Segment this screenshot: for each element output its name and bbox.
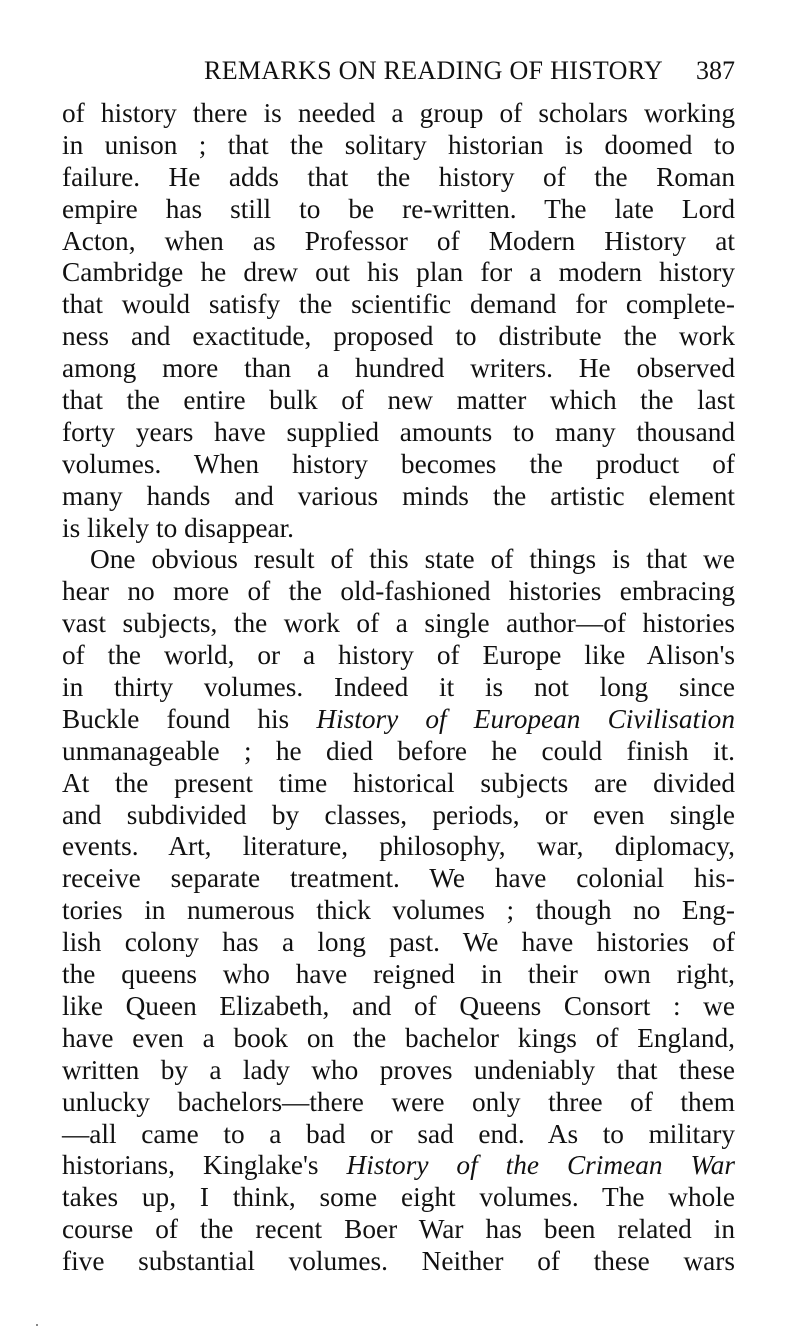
text-line bbox=[62, 959, 735, 991]
text-line bbox=[62, 768, 735, 800]
text-line bbox=[62, 1150, 735, 1182]
text-run: empire has still to be re-written. The late Lord bbox=[62, 193, 735, 224]
text-run: receive separate treatment. We have colonial his- bbox=[62, 863, 735, 894]
text-run: —all came to a bad or sad end. As to military bbox=[62, 1118, 735, 1149]
text-run: among more than a hundred writers. He observed bbox=[62, 353, 735, 384]
text-line bbox=[62, 226, 735, 258]
text-line bbox=[62, 385, 735, 417]
text-run: Buckle found his bbox=[62, 703, 317, 734]
text-line bbox=[62, 481, 735, 513]
text-run: ness and exactitude, proposed to distribute the work bbox=[62, 321, 735, 352]
text-run: unlucky bachelors—there were only three of them bbox=[62, 1086, 735, 1117]
text-run: unmanageable ; he died before he could finish it. bbox=[62, 735, 735, 766]
text-line bbox=[62, 353, 735, 385]
text-line bbox=[62, 321, 735, 353]
text-line bbox=[62, 800, 735, 832]
text-run: of history there is needed a group of scholars working bbox=[62, 98, 735, 128]
text-line bbox=[62, 991, 735, 1023]
text-run: At the present time historical subjects are divided bbox=[62, 767, 735, 798]
text-run: forty years have supplied amounts to many thousand bbox=[62, 416, 735, 447]
text-run: hear no more of the old-fashioned histories embracing bbox=[62, 576, 735, 607]
body-text bbox=[62, 98, 735, 1278]
text-run: takes up, I think, some eight volumes. The whole bbox=[62, 1182, 735, 1213]
text-run: and subdivided by classes, periods, or even single bbox=[62, 799, 735, 830]
text-line bbox=[62, 895, 735, 927]
italic-title: History of the Crimean War bbox=[346, 1150, 735, 1181]
text-line bbox=[62, 927, 735, 959]
text-line bbox=[62, 257, 735, 289]
text-run: events. Art, literature, philosophy, war, diplomacy, bbox=[62, 831, 735, 862]
running-title: REMARKS ON READING OF HISTORY bbox=[204, 56, 663, 85]
text-line bbox=[62, 449, 735, 481]
text-line bbox=[62, 1246, 735, 1278]
text-run: in unison ; that the solitary historian is doomed to bbox=[62, 129, 735, 160]
text-line bbox=[62, 544, 735, 576]
text-line bbox=[62, 831, 735, 863]
text-run: of the world, or a history of Europe like Alison's bbox=[62, 640, 735, 671]
text-line bbox=[62, 194, 735, 226]
text-line bbox=[62, 1214, 735, 1246]
text-line bbox=[62, 1182, 735, 1214]
text-line bbox=[62, 162, 735, 194]
text-line bbox=[62, 608, 735, 640]
text-run: have even a book on the bachelor kings of England, bbox=[62, 1022, 735, 1053]
text-line bbox=[62, 130, 735, 162]
text-line bbox=[62, 98, 735, 130]
text-line bbox=[62, 1119, 735, 1151]
scan-speck bbox=[36, 1324, 38, 1326]
text-run: Acton, when as Professor of Modern History at bbox=[62, 225, 735, 256]
text-line bbox=[62, 513, 735, 545]
text-run: vast subjects, the work of a single author—of histories bbox=[62, 608, 735, 639]
page-number: 387 bbox=[696, 56, 735, 85]
text-run: that would satisfy the scientific demand for complete- bbox=[62, 289, 735, 320]
text-line bbox=[62, 289, 735, 321]
text-run: failure. He adds that the history of the Roman bbox=[62, 161, 735, 192]
text-line bbox=[62, 736, 735, 768]
text-line bbox=[62, 1023, 735, 1055]
text-line bbox=[62, 704, 735, 736]
text-run: course of the recent Boer War has been related in bbox=[62, 1214, 735, 1245]
text-run: many hands and various minds the artistic element bbox=[62, 480, 735, 511]
text-line bbox=[62, 417, 735, 449]
text-run: in thirty volumes. Indeed it is not long since bbox=[62, 672, 735, 703]
text-line bbox=[62, 576, 735, 608]
text-run: five substantial volumes. Neither of these wars bbox=[62, 1246, 735, 1277]
text-run: historians, Kinglake's bbox=[62, 1150, 347, 1181]
text-run: Cambridge he drew out his plan for a modern history bbox=[62, 257, 735, 288]
text-run: tories in numerous thick volumes ; though no Eng- bbox=[62, 895, 735, 926]
text-run: the queens who have reigned in their own right, bbox=[62, 959, 735, 990]
italic-title: History of European Civilisation bbox=[316, 703, 735, 734]
text-run: written by a lady who proves undeniably that these bbox=[62, 1054, 735, 1085]
text-run: volumes. When history becomes the product of bbox=[62, 448, 735, 479]
text-run: like Queen Elizabeth, and of Queens Consort : we bbox=[62, 990, 735, 1021]
text-run: One obvious result of this state of things is that we bbox=[90, 544, 735, 575]
text-line bbox=[62, 672, 735, 704]
page-header bbox=[62, 52, 735, 92]
text-line bbox=[62, 863, 735, 895]
text-line bbox=[62, 1055, 735, 1087]
text-line bbox=[62, 640, 735, 672]
text-run: that the entire bulk of new matter which the last bbox=[62, 385, 735, 416]
text-run: is likely to disappear. bbox=[62, 512, 294, 543]
text-run: lish colony has a long past. We have histories of bbox=[62, 927, 735, 958]
text-line bbox=[62, 1087, 735, 1119]
